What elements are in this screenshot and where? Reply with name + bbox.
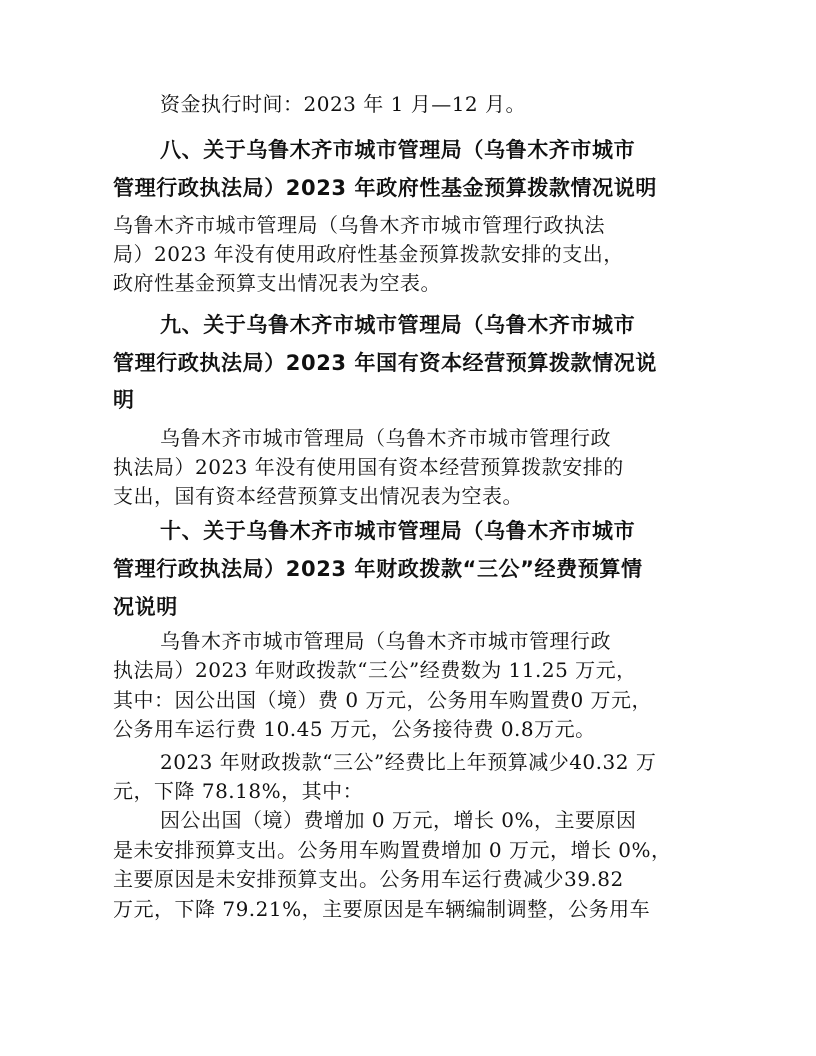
section-8-heading-line-1: 八、关于乌鲁木齐市城市管理局（乌鲁木齐市城市 bbox=[160, 138, 636, 162]
section-10-heading-line-3: 况说明 bbox=[113, 595, 178, 619]
section-9-heading-line-3: 明 bbox=[113, 388, 135, 412]
section-8-body-line-3: 政府性基金预算支出情况表为空表。 bbox=[113, 271, 441, 295]
section-8-heading-line-2: 管理行政执法局）2023 年政府性基金预算拨款情况说明 bbox=[113, 176, 657, 200]
section-10-heading-line-2: 管理行政执法局）2023 年财政拨款“三公”经费预算情 bbox=[113, 557, 643, 581]
section-9-heading-line-2: 管理行政执法局）2023 年国有资本经营预算拨款情况说 bbox=[113, 351, 657, 375]
section-10-body-line-2: 执法局）2023 年财政拨款“三公”经费数为 11.25 万元， bbox=[113, 658, 637, 682]
section-10-body-line-8: 是未安排预算支出。公务用车购置费增加 0 万元，增长 0%， bbox=[113, 838, 672, 862]
section-10-body-line-6: 元，下降 78.18%，其中： bbox=[113, 779, 364, 803]
section-10-body-line-9: 主要原因是未安排预算支出。公务用车运行费减少39.82 bbox=[113, 867, 624, 891]
section-9-body-line-2: 执法局）2023 年没有使用国有资本经营预算拨款安排的 bbox=[113, 455, 624, 479]
section-10-body-line-3: 其中：因公出国（境）费 0 万元，公务用车购置费0 万元， bbox=[113, 688, 653, 712]
section-8-body-line-1: 乌鲁木齐市城市管理局（乌鲁木齐市城市管理行政执法 bbox=[113, 213, 605, 237]
section-10-body-line-1: 乌鲁木齐市城市管理局（乌鲁木齐市城市管理行政 bbox=[160, 629, 611, 653]
section-10-body-line-4: 公务用车运行费 10.45 万元，公务接待费 0.8万元。 bbox=[113, 717, 596, 741]
section-9-body-line-1: 乌鲁木齐市城市管理局（乌鲁木齐市城市管理行政 bbox=[160, 426, 611, 450]
section-10-body-line-5: 2023 年财政拨款“三公”经费比上年预算减少40.32 万 bbox=[160, 750, 657, 774]
section-10-heading-line-1: 十、关于乌鲁木齐市城市管理局（乌鲁木齐市城市 bbox=[160, 519, 636, 543]
section-9-body-line-3: 支出，国有资本经营预算支出情况表为空表。 bbox=[113, 484, 523, 508]
execution-time-line: 资金执行时间：2023 年 1 月—12 月。 bbox=[160, 92, 527, 116]
section-8-body-line-2: 局）2023 年没有使用政府性基金预算拨款安排的支出， bbox=[113, 242, 624, 266]
section-9-heading-line-1: 九、关于乌鲁木齐市城市管理局（乌鲁木齐市城市 bbox=[160, 313, 636, 337]
section-10-body-line-10: 万元，下降 79.21%，主要原因是车辆编制调整，公务用车 bbox=[113, 897, 651, 921]
section-10-body-line-7: 因公出国（境）费增加 0 万元，增长 0%，主要原因 bbox=[160, 808, 637, 832]
